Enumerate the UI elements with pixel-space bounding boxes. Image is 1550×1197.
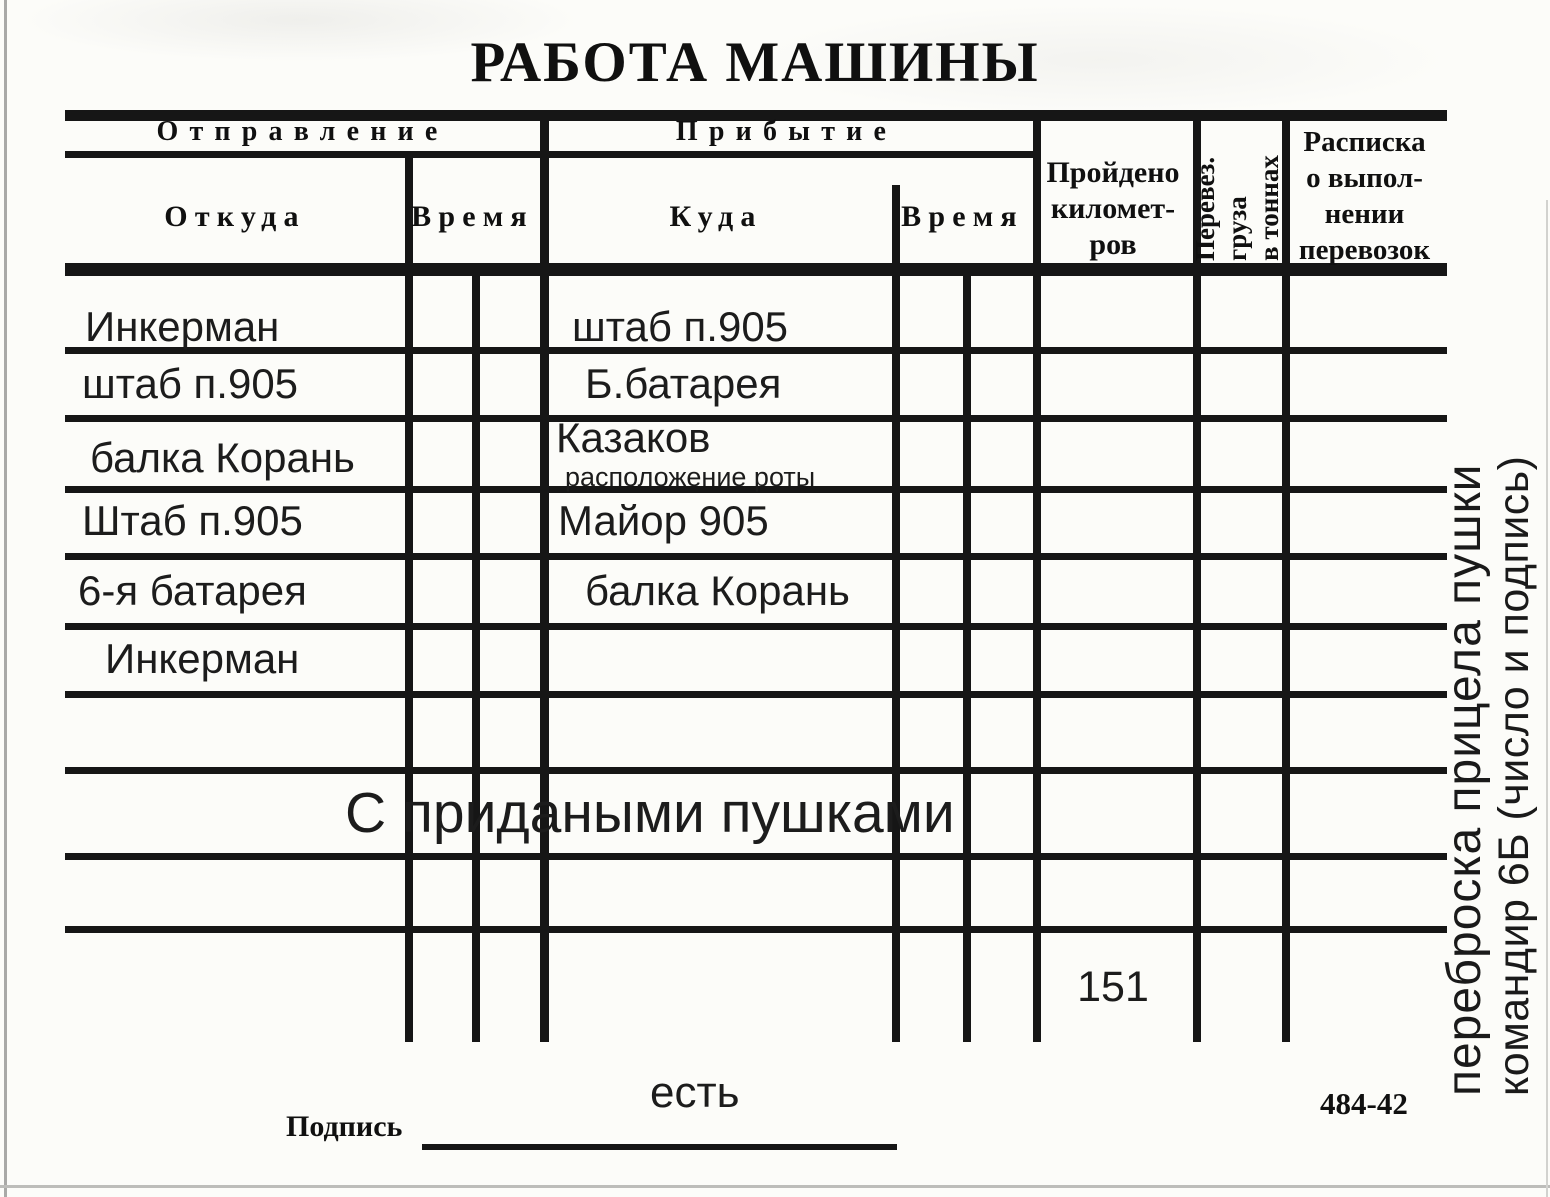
header-arrival-group: Прибытие (675, 116, 898, 147)
header-receipt-line1: Расписка (1303, 126, 1426, 158)
scan-edge-bottom (0, 1185, 1550, 1188)
row-line-2 (65, 415, 1447, 422)
header-receipt-line3: нении (1324, 198, 1405, 230)
side-note-line2: командир 6Б (число и подпись) (1490, 455, 1538, 1096)
row-line-6 (65, 691, 1447, 698)
row-line-8 (65, 853, 1447, 860)
row3-to-note: расположение роты (565, 462, 816, 492)
header-group-underline (65, 151, 1033, 158)
header-kilometers (1033, 155, 1193, 263)
header-to: Куда (669, 200, 763, 233)
row2-to: Б.батарея (585, 360, 782, 407)
scan-edge-right (1546, 200, 1548, 1197)
row3-from: балка Корань (90, 434, 355, 481)
row-line-4 (65, 553, 1447, 560)
header-cargo-rotated (1189, 111, 1285, 261)
side-note-line1: переброска прицела пушки (1438, 463, 1491, 1096)
col-line-time-split-dep (472, 276, 480, 1042)
col-line-from-time (405, 158, 413, 1042)
header-kilometers-line3: ров (1089, 228, 1137, 261)
row5-from: 6-я батарея (78, 567, 307, 614)
header-bottom-border (65, 263, 1447, 276)
header-departure-group: Отправление (156, 116, 449, 147)
header-receipt-line2: о выпол- (1306, 162, 1423, 194)
row4-to: Майор 905 (558, 497, 769, 544)
header-cargo-line1: Перевез. (1190, 156, 1220, 261)
row4-from: Штаб п.905 (82, 497, 303, 544)
header-cargo-line3: в тоннах (1254, 155, 1284, 261)
row2-from: штаб п.905 (82, 360, 299, 407)
signature-line (422, 1144, 897, 1150)
col-line-to-time (892, 185, 900, 1042)
header-receipt-line4: перевозок (1298, 234, 1431, 266)
header-receipt (1282, 124, 1447, 268)
scan-edge-left (4, 0, 7, 1197)
header-time-departure: Время (411, 200, 534, 233)
form-title: РАБОТА МАШИНЫ (470, 31, 1040, 94)
row3-to: Казаков (556, 414, 711, 461)
total-kilometers: 151 (1077, 963, 1149, 1011)
header-time-arrival: Время (901, 200, 1024, 233)
header-cargo-line2: груза (1222, 196, 1252, 261)
signature-label: Подпись (286, 1110, 403, 1143)
col-line-departure-arrival (540, 110, 549, 1042)
signature-value: есть (650, 1068, 740, 1117)
note-row-text: С придаными пушками (345, 781, 955, 845)
row-line-9 (65, 926, 1447, 933)
row1-from: Инкерман (85, 303, 280, 350)
col-line-time-split-arr (963, 276, 971, 1042)
row6-from: Инкерман (105, 635, 300, 682)
row-line-5 (65, 623, 1447, 630)
header-kilometers-line2: километ- (1050, 192, 1176, 225)
row5-to: балка Корань (585, 567, 850, 614)
form-number: 484-42 (1320, 1086, 1408, 1121)
header-from: Откуда (164, 200, 306, 233)
row1-to: штаб п.905 (572, 303, 789, 350)
row-line-7 (65, 767, 1447, 774)
header-kilometers-line1: Пройдено (1046, 156, 1180, 189)
